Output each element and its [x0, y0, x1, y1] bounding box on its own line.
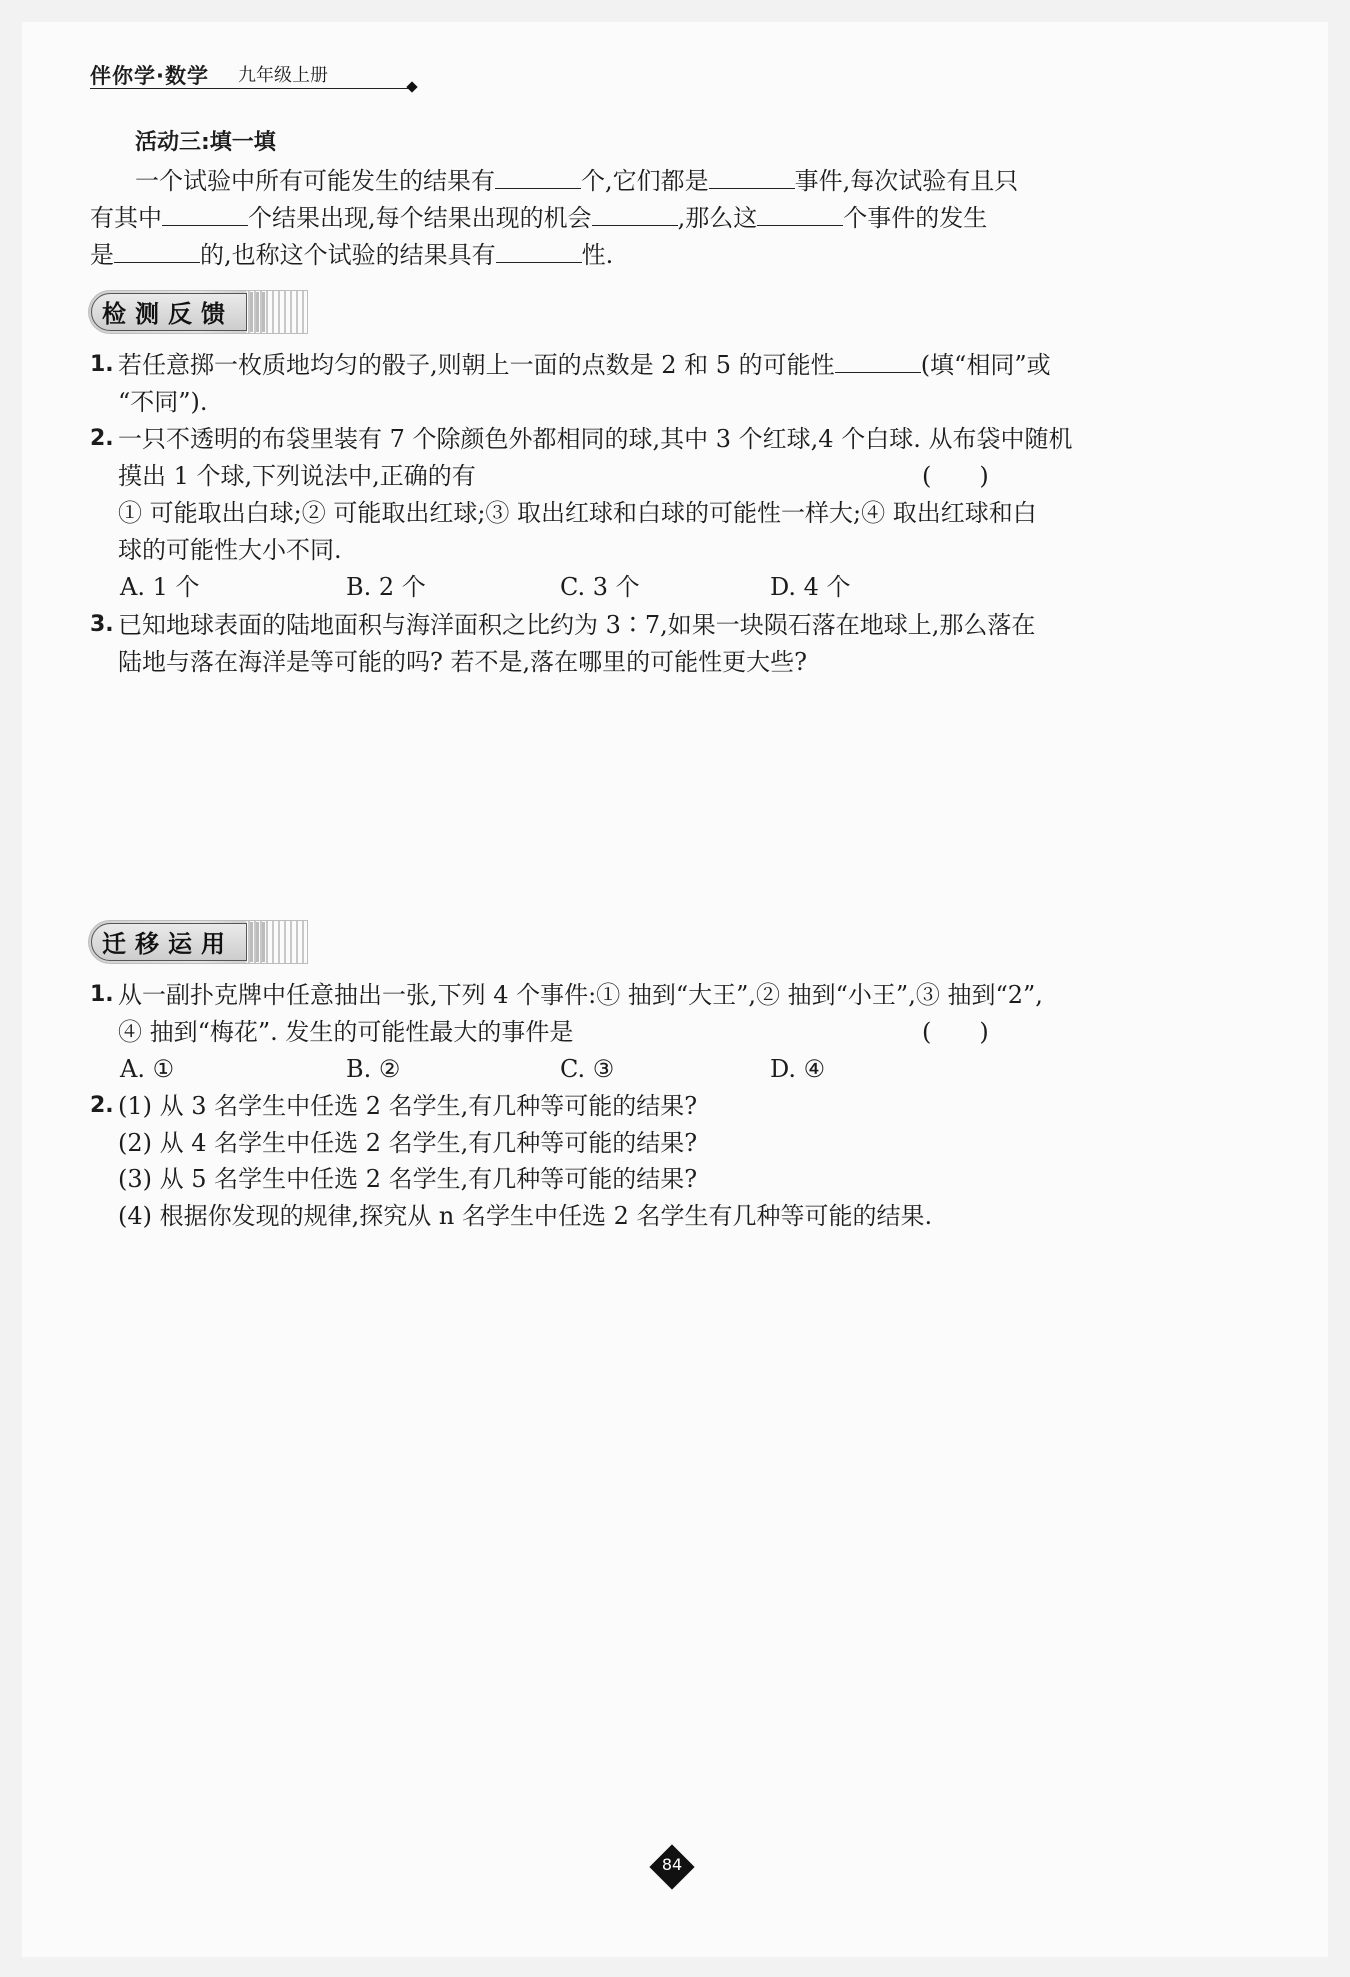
question-line: 已知地球表面的陆地面积与海洋面积之比约为 3∶7,如果一块陨石落在地球上,那么落在	[118, 611, 1036, 639]
diamond-icon	[406, 81, 417, 92]
text-segment: 个事件的发生	[843, 204, 988, 232]
question-line: ① 可能取出白球;② 可能取出红球;③ 取出红球和白球的可能性一样大;④ 取出红球和白	[118, 499, 1037, 527]
activity-title: 活动三:填一填	[135, 130, 276, 155]
fill-blank[interactable]	[592, 203, 678, 226]
sub-question: (4) 根据你发现的规律,探究从 n 名学生中任选 2 名学生有几种等可能的结果.	[118, 1202, 933, 1230]
option-c[interactable]: C. ③	[560, 1055, 615, 1083]
question-line: ④ 抽到“梅花”. 发生的可能性最大的事件是	[118, 1018, 574, 1046]
question-line: “不同”).	[118, 388, 208, 416]
text-segment: 有其中	[90, 204, 162, 232]
activity-line-2	[90, 203, 987, 233]
question-number: 1.	[90, 982, 114, 1007]
section-banner-transfer-application	[88, 920, 308, 964]
page-number	[650, 1845, 694, 1889]
option-b[interactable]: B. 2 个	[346, 573, 426, 601]
question-line: 从一副扑克牌中任意抽出一张,下列 4 个事件:① 抽到“大王”,② 抽到“小王”,③ 抽到“2”,	[118, 981, 1043, 1009]
page-number-label: 84	[661, 1855, 683, 1874]
option-d[interactable]: D. ④	[770, 1055, 826, 1083]
section-banner-test-feedback	[88, 290, 308, 334]
question-number: 2.	[90, 426, 114, 451]
answer-parentheses[interactable]: ( )	[922, 462, 989, 490]
text-segment: 是	[90, 241, 114, 269]
fill-blank[interactable]	[495, 166, 581, 189]
question-line: 摸出 1 个球,下列说法中,正确的有	[118, 462, 476, 490]
section-title: 检测反馈	[102, 300, 234, 328]
option-c[interactable]: C. 3 个	[560, 573, 640, 601]
header-rule	[90, 88, 412, 89]
option-d[interactable]: D. 4 个	[770, 573, 851, 601]
option-a[interactable]: A. ①	[120, 1055, 175, 1083]
sub-question: (3) 从 5 名学生中任选 2 名学生,有几种等可能的结果?	[118, 1165, 698, 1193]
fill-blank[interactable]	[709, 166, 795, 189]
question-line: 球的可能性大小不同.	[118, 536, 342, 564]
fill-blank[interactable]	[835, 350, 921, 373]
fill-blank[interactable]	[757, 203, 843, 226]
text-segment: 个,它们都是	[581, 167, 709, 195]
text-segment: 若任意掷一枚质地均匀的骰子,则朝上一面的点数是 2 和 5 的可能性	[118, 351, 835, 379]
fill-blank[interactable]	[162, 203, 248, 226]
text-segment: 性.	[581, 241, 614, 269]
question-number: 3.	[90, 612, 114, 637]
activity-line-1	[135, 166, 1018, 196]
answer-parentheses[interactable]: ( )	[922, 1018, 989, 1046]
question-line	[118, 350, 1051, 380]
section-title: 迁移运用	[102, 930, 234, 958]
option-b[interactable]: B. ②	[346, 1055, 401, 1083]
question-number: 1.	[90, 352, 114, 377]
fill-blank[interactable]	[496, 240, 582, 263]
question-line: 陆地与落在海洋是等可能的吗? 若不是,落在哪里的可能性更大些?	[118, 648, 807, 676]
text-segment: 的,也称这个试验的结果具有	[200, 241, 496, 269]
running-header	[90, 60, 420, 100]
text-segment: (填“相同”或	[920, 351, 1051, 379]
grade-label: 九年级上册	[238, 65, 328, 86]
text-segment: 个结果出现,每个结果出现的机会	[248, 204, 592, 232]
sub-question: (1) 从 3 名学生中任选 2 名学生,有几种等可能的结果?	[118, 1092, 698, 1120]
text-segment: 事件,每次试验有且只	[794, 167, 1019, 195]
question-line: 一只不透明的布袋里装有 7 个除颜色外都相同的球,其中 3 个红球,4 个白球. 从布袋中随机	[118, 425, 1073, 453]
sub-question: (2) 从 4 名学生中任选 2 名学生,有几种等可能的结果?	[118, 1129, 698, 1157]
text-segment: 一个试验中所有可能发生的结果有	[135, 167, 495, 195]
activity-line-3	[90, 240, 613, 270]
text-segment: ,那么这	[677, 204, 758, 232]
fill-blank[interactable]	[114, 240, 200, 263]
question-number: 2.	[90, 1093, 114, 1118]
book-brand: 伴你学·数学	[90, 64, 209, 88]
option-a[interactable]: A. 1 个	[120, 573, 200, 601]
